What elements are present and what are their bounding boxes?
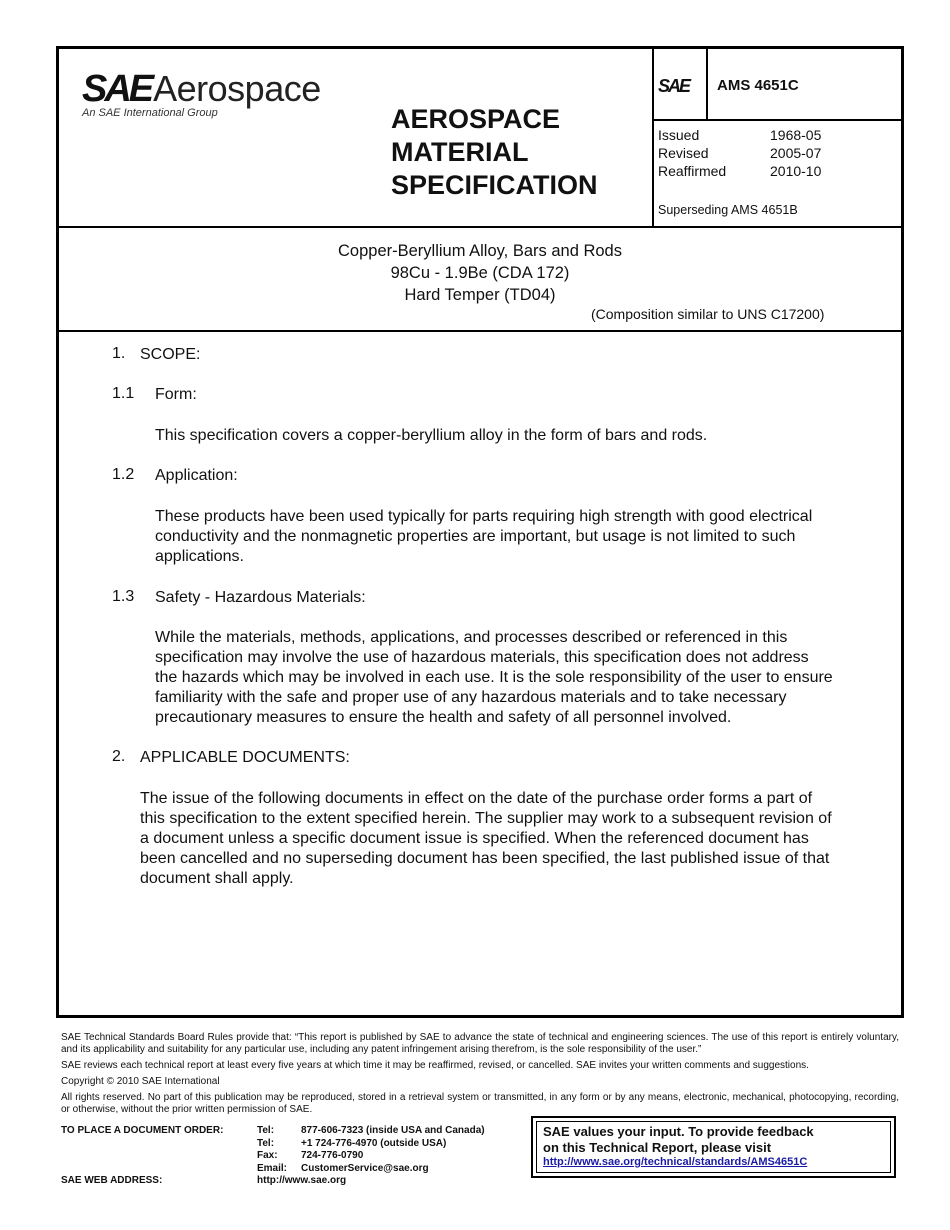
contact-value: 724-776-0790: [301, 1150, 364, 1161]
date-label: Issued: [658, 127, 700, 143]
feedback-inner: [536, 1121, 891, 1173]
logo-aerospace-wordmark: Aerospace: [153, 68, 321, 109]
contact-value: +1 724-776-4970 (outside USA): [301, 1137, 447, 1149]
date-label: Reaffirmed: [658, 163, 727, 179]
title-line: AEROSPACE: [391, 104, 561, 134]
paragraph-line: this specification to the extent specified herein. The supplier may work to a subsequent revision of: [140, 810, 832, 827]
contact-key: Fax:: [257, 1150, 278, 1161]
superseding-note: Superseding AMS 4651B: [658, 203, 798, 217]
subject-line: Hard Temper (TD04): [404, 286, 556, 304]
contact-key: Tel:: [257, 1137, 275, 1149]
title-line: SPECIFICATION: [391, 170, 598, 200]
contact-row: [257, 1125, 485, 1138]
contact-row: [257, 1150, 485, 1163]
section-paragraph: [155, 628, 833, 728]
sae-aerospace-logo: [82, 68, 321, 119]
contact-row: [257, 1163, 485, 1176]
contact-row: [257, 1138, 485, 1151]
section-paragraph: [140, 789, 832, 889]
date-label: Revised: [658, 145, 709, 161]
section-heading: Safety - Hazardous Materials:: [155, 589, 366, 606]
rights-notice: All rights reserved. No part of this publication may be reproduced, stored in a retrieval system or transmitted, in any form or by any means, electronic, mechanical, photocopying, recording, or otherwise, without the prior written permission of SAE.: [61, 1092, 899, 1115]
section-heading: Application:: [155, 467, 238, 484]
document-type-title: [391, 103, 598, 202]
header-divider: [59, 226, 901, 228]
board-rules-notice: SAE Technical Standards Board Rules provide that: “This report is published by SAE to advance the state of technical and engineering sciences. The use of this report is entirely voluntary, and its applicability and suitability for any particular use, including any patent infringement arising therefrom, is the sole responsibility of the user.”: [61, 1032, 899, 1055]
section-number: 1.2: [112, 466, 135, 483]
logo-sae-wordmark: SAE: [82, 68, 152, 110]
paragraph-line: document shall apply.: [140, 870, 294, 887]
date-row-issued: [658, 126, 821, 144]
contact-value: 877-606-7323 (inside USA and Canada): [301, 1125, 485, 1136]
section-paragraph: This specification covers a copper-beryllium alloy in the form of bars and rods.: [155, 427, 708, 444]
contact-key: Email:: [257, 1162, 288, 1174]
paragraph-line: the hazards which may be involved in each use. It is the sole responsibility of the user to ensure: [155, 669, 833, 686]
web-address-link[interactable]: http://www.sae.org: [257, 1175, 347, 1186]
date-value: 2010-10: [770, 163, 822, 179]
paragraph-line: a document unless a specific document issue is specified. When the referenced document has: [140, 830, 809, 847]
order-contacts: [257, 1125, 485, 1175]
web-address-label: SAE WEB ADDRESS:: [61, 1175, 163, 1186]
title-divider: [59, 330, 901, 332]
feedback-box: [531, 1116, 896, 1178]
paragraph-line: specification may involve the use of hazardous materials, this specification does not address: [155, 649, 809, 666]
document-number: AMS 4651C: [717, 77, 799, 94]
date-row-revised: [658, 144, 821, 162]
paragraph-line: familiarity with the safe and proper use of any hazardous materials and to take necessary: [155, 689, 787, 706]
subject-line: Copper-Beryllium Alloy, Bars and Rods: [338, 242, 622, 260]
section-number: 1.1: [112, 385, 135, 402]
section-heading: APPLICABLE DOCUMENTS:: [140, 749, 350, 766]
section-paragraph: [155, 507, 812, 567]
feedback-text: SAE values your input. To provide feedback: [543, 1124, 814, 1139]
logo-tagline: An SAE International Group: [82, 107, 218, 119]
paragraph-line: precautionary measures to ensure the health and safety of all personnel involved.: [155, 709, 732, 726]
date-row-reaffirmed: [658, 162, 821, 180]
feedback-link[interactable]: http://www.sae.org/technical/standards/AMS4651C: [543, 1156, 808, 1168]
date-value: 1968-05: [770, 127, 822, 143]
section-heading: SCOPE:: [140, 346, 201, 363]
order-label: TO PLACE A DOCUMENT ORDER:: [61, 1125, 224, 1136]
revision-dates: [658, 126, 821, 180]
docno-vertical-divider: [706, 49, 708, 121]
paragraph-line: been cancelled and no superseding document has been specified, the last published issue of that: [140, 850, 830, 867]
header-vertical-divider: [652, 49, 654, 227]
section-heading: Form:: [155, 386, 197, 403]
paragraph-line: The issue of the following documents in effect on the date of the purchase order forms a part of: [140, 790, 813, 807]
paragraph-line: While the materials, methods, applications, and processes described or referenced in this: [155, 629, 788, 646]
contact-email[interactable]: CustomerService@sae.org: [301, 1162, 429, 1174]
section-number: 1.: [112, 345, 126, 362]
title-line: MATERIAL: [391, 137, 529, 167]
date-value: 2005-07: [770, 145, 822, 161]
contact-key: Tel:: [257, 1125, 275, 1136]
paragraph-line: applications.: [155, 548, 244, 565]
subject-line: 98Cu - 1.9Be (CDA 172): [390, 264, 570, 282]
review-notice: SAE reviews each technical report at least every five years at which time it may be reaffirmed, revised, or cancelled. SAE invites your written comments and suggestions.: [61, 1060, 809, 1071]
section-number: 2.: [112, 748, 126, 765]
sae-mark: SAE: [658, 76, 690, 96]
feedback-text: on this Technical Report, please visit: [543, 1140, 772, 1155]
paragraph-line: conductivity and the nonmagnetic properties are important, but usage is not limited to such: [155, 528, 796, 545]
document-subject: [180, 240, 780, 306]
legal-notices: [61, 1032, 899, 1120]
paragraph-line: These products have been used typically for parts requiring high strength with good electrical: [155, 508, 813, 525]
docno-horizontal-divider: [652, 119, 904, 121]
section-number: 1.3: [112, 588, 135, 605]
composition-note: (Composition similar to UNS C17200): [591, 306, 825, 322]
copyright-notice: Copyright © 2010 SAE International: [61, 1076, 220, 1087]
